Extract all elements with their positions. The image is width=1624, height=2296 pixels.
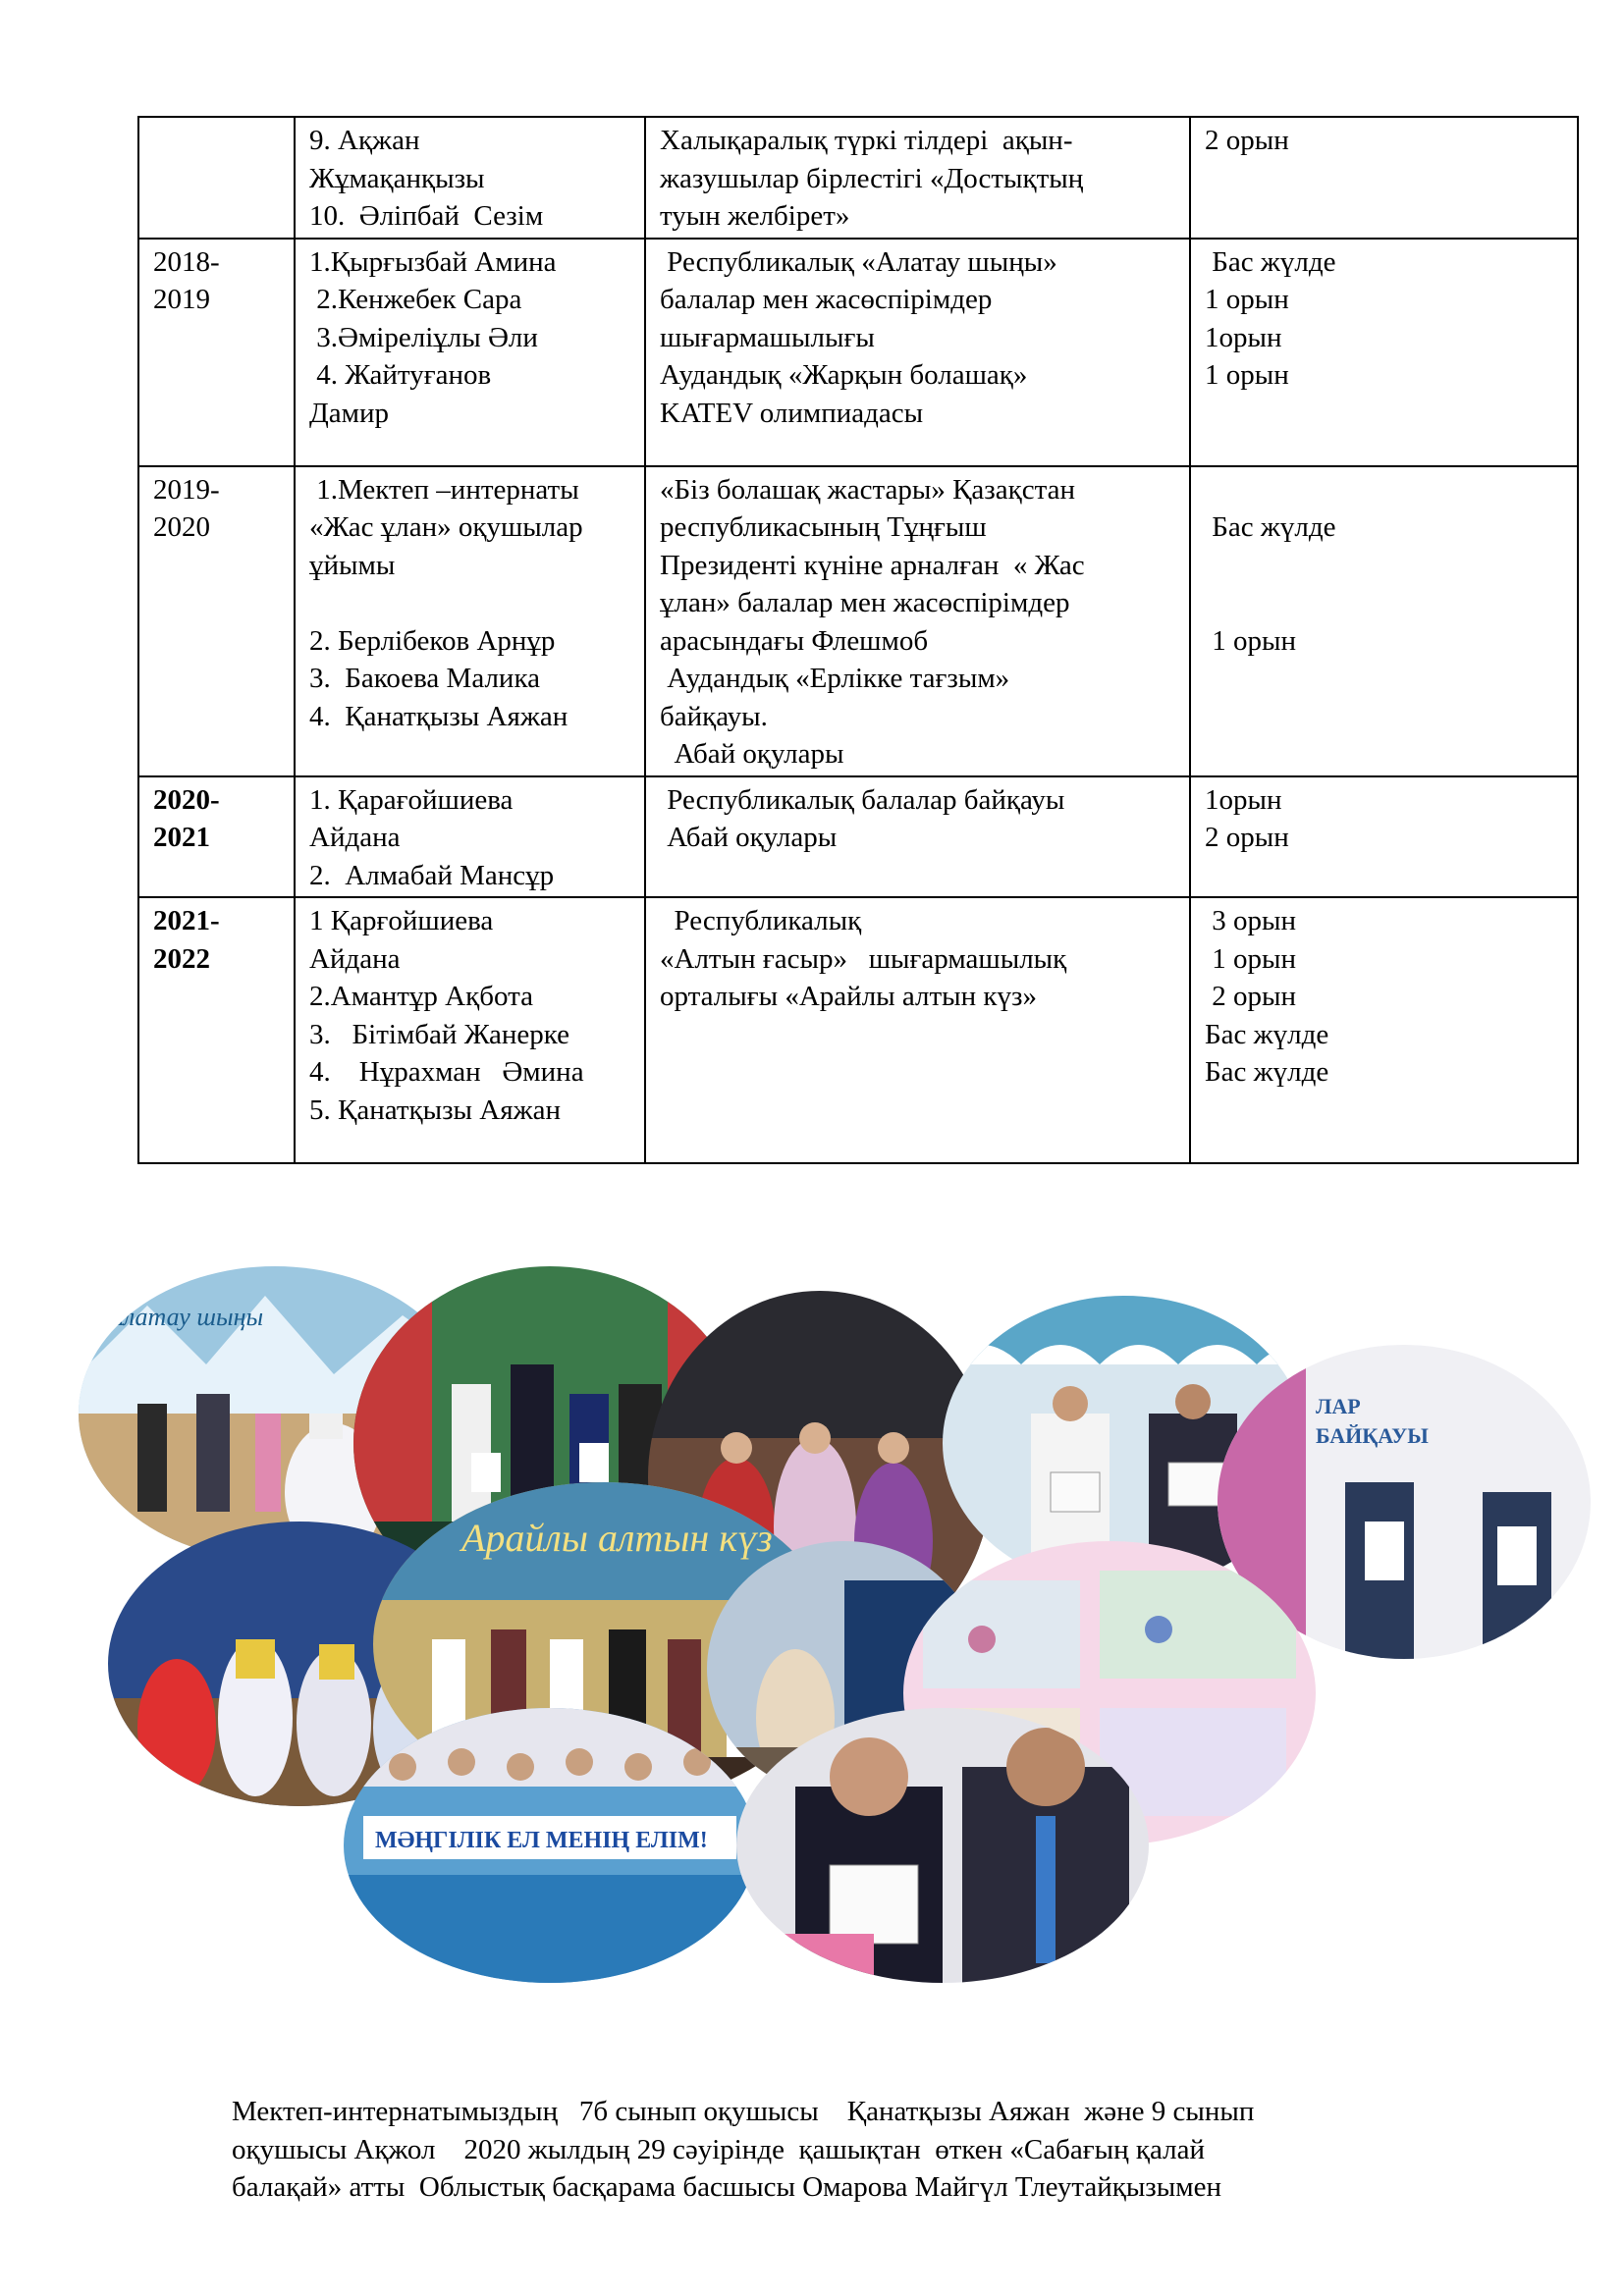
- events-cell: [645, 776, 1190, 898]
- results-line: 1орын: [1205, 321, 1282, 353]
- participants-line: Айдана: [309, 942, 401, 975]
- events-line: байқауы.: [660, 700, 768, 732]
- results-line: 2 орын: [1205, 822, 1289, 853]
- participants-line: 1.Мектеп –интернаты: [309, 473, 579, 506]
- year-cell: [138, 239, 295, 466]
- banner-baiqauy-text: БАЙҚАУЫ: [1316, 1423, 1429, 1448]
- table-row: [138, 776, 1578, 898]
- events-line: Республикалық: [660, 905, 862, 936]
- results-line: Бас жүлде: [1205, 511, 1336, 543]
- photo-student-with-official: [736, 1708, 1149, 1983]
- results-line: Бас жүлде: [1205, 1056, 1329, 1088]
- results-line: [1205, 584, 1563, 622]
- events-line: жазушылар бірлестігі «Достықтың: [660, 162, 1084, 194]
- events-line: шығармашылығы: [660, 321, 875, 353]
- results-line: 2 орын: [1205, 981, 1297, 1012]
- banner-arayly-text: Арайлы алтын күз: [461, 1516, 773, 1560]
- participants-line: 9. Ақжан: [309, 125, 420, 156]
- results-line: 1 орын: [1205, 942, 1297, 975]
- participants-line: 4. Жайтуғанов: [309, 359, 492, 391]
- table-row: [138, 897, 1578, 1163]
- results-line: 1 орын: [1205, 624, 1297, 657]
- participants-line: «Жас ұлан» оқушылар: [309, 511, 583, 543]
- year-cell: [138, 776, 295, 898]
- participants-line: [309, 584, 630, 622]
- events-line: «Біз болашақ жастары» Қазақстан: [660, 473, 1076, 506]
- year-line: 2019-: [153, 473, 220, 506]
- participants-line: 3. Бітімбай Жанерке: [309, 1018, 569, 1050]
- participants-line: 3. Бакоева Малика: [309, 663, 540, 694]
- events-line: орталығы «Арайлы алтын күз»: [660, 981, 1037, 1012]
- participants-cell: [295, 117, 645, 239]
- events-cell: [645, 239, 1190, 466]
- participants-line: 2. Алмабай Мансұр: [309, 859, 555, 891]
- results-line: 1орын: [1205, 783, 1282, 816]
- photo-collage: [79, 1247, 1591, 1983]
- year-line: 2021-: [153, 905, 220, 936]
- events-line: Халықаралық түркі тілдері ақын-: [660, 125, 1073, 156]
- results-cell: [1190, 466, 1578, 776]
- table-row: [138, 239, 1578, 466]
- table-body: [138, 117, 1578, 1163]
- participants-line: 1.Қырғызбай Амина: [309, 245, 557, 278]
- results-cell: [1190, 897, 1578, 1163]
- participants-line: 10. Әліпбай Сезім: [309, 200, 544, 232]
- events-line: ұлан» балалар мен жасөспірімдер: [660, 587, 1070, 618]
- results-line: Бас жүлде: [1205, 245, 1336, 278]
- events-line: «Алтын ғасыр» шығармашылық: [660, 942, 1067, 975]
- events-line: балалар мен жасөспірімдер: [660, 284, 993, 315]
- results-line: Бас жүлде: [1205, 1018, 1329, 1050]
- results-line: 3 орын: [1205, 905, 1297, 936]
- year-cell: [138, 117, 295, 239]
- results-line: [1205, 471, 1563, 509]
- participants-line: Айдана: [309, 822, 401, 853]
- year-line: 2022: [153, 942, 210, 975]
- participants-line: 4. Нұрахман Әмина: [309, 1056, 584, 1088]
- banner-alatau-text: Алатау шыңы: [108, 1303, 264, 1331]
- participants-line: 1 Қарғойшиева: [309, 905, 494, 936]
- photo-mangilik-el-group: [344, 1708, 756, 1983]
- events-line: республикасының Тұңғыш: [660, 511, 987, 543]
- events-line: арасындағы Флешмоб: [660, 624, 929, 657]
- results-line: 1 орын: [1205, 284, 1289, 315]
- year-line: 2020: [153, 511, 210, 543]
- results-line: [1205, 547, 1563, 585]
- events-cell: [645, 466, 1190, 776]
- achievements-table: [137, 116, 1579, 1164]
- table-row: [138, 117, 1578, 239]
- results-cell: [1190, 776, 1578, 898]
- year-line: 2021: [153, 822, 210, 853]
- events-cell: [645, 117, 1190, 239]
- participants-cell: [295, 239, 645, 466]
- participants-line: 3.Әміреліұлы Әли: [309, 321, 538, 353]
- table-row: [138, 466, 1578, 776]
- participants-line: 5. Қанатқызы Аяжан: [309, 1094, 562, 1126]
- participants-line: Дамир: [309, 397, 390, 429]
- results-cell: [1190, 117, 1578, 239]
- events-line: Абай оқулары: [660, 738, 844, 770]
- caption-line: оқушысы Ақжол 2020 жылдың 29 сәуірінде қашықтан өткен «Сабағың қалай: [232, 2133, 1205, 2165]
- results-cell: [1190, 239, 1578, 466]
- events-line: Аудандық «Жарқын болашақ»: [660, 359, 1028, 391]
- participants-cell: [295, 466, 645, 776]
- participants-line: 2.Амантұр Ақбота: [309, 981, 533, 1012]
- banner-mangilik-el-text: МӘҢГІЛІК ЕЛ МЕНІҢ ЕЛІМ!: [375, 1828, 708, 1853]
- results-line: 1 орын: [1205, 359, 1289, 391]
- results-line: 2 орын: [1205, 125, 1289, 156]
- participants-cell: [295, 897, 645, 1163]
- caption-line: Мектеп-интернатымыздың 7б сынып оқушысы Қанатқызы Аяжан және 9 сынып: [232, 2096, 1255, 2127]
- events-line: Президенті күніне арналған « Жас: [660, 549, 1085, 581]
- photo-caption: [232, 2093, 1508, 2207]
- participants-line: 1. Қарағойшиева: [309, 783, 514, 816]
- year-line: 2018-: [153, 245, 220, 278]
- participants-line: 4. Қанатқызы Аяжан: [309, 700, 568, 732]
- participants-cell: [295, 776, 645, 898]
- participants-line: 2. Берлібеков Арнұр: [309, 624, 556, 657]
- participants-line: 2.Кенжебек Сара: [309, 284, 522, 315]
- events-line: Абай оқулары: [660, 822, 838, 853]
- year-cell: [138, 897, 295, 1163]
- events-line: Аудандық «Ерлікке тағзым»: [660, 663, 1010, 694]
- year-line: 2020-: [153, 783, 220, 816]
- caption-line: балақай» атты Облыстық басқарама басшысы Омарова Майгүл Тлеутайқызымен: [232, 2171, 1221, 2203]
- participants-line: ұйымы: [309, 549, 396, 581]
- events-line: Республикалық балалар байқауы: [660, 783, 1065, 816]
- year-line: 2019: [153, 284, 210, 315]
- events-cell: [645, 897, 1190, 1163]
- events-line: Республикалық «Алатау шыңы»: [660, 245, 1057, 278]
- year-cell: [138, 466, 295, 776]
- participants-line: Жұмақанқызы: [309, 162, 485, 194]
- banner-lar-text: ЛАР: [1316, 1394, 1361, 1418]
- events-line: туын желбірет»: [660, 200, 850, 232]
- events-line: KATEV олимпиадасы: [660, 397, 924, 429]
